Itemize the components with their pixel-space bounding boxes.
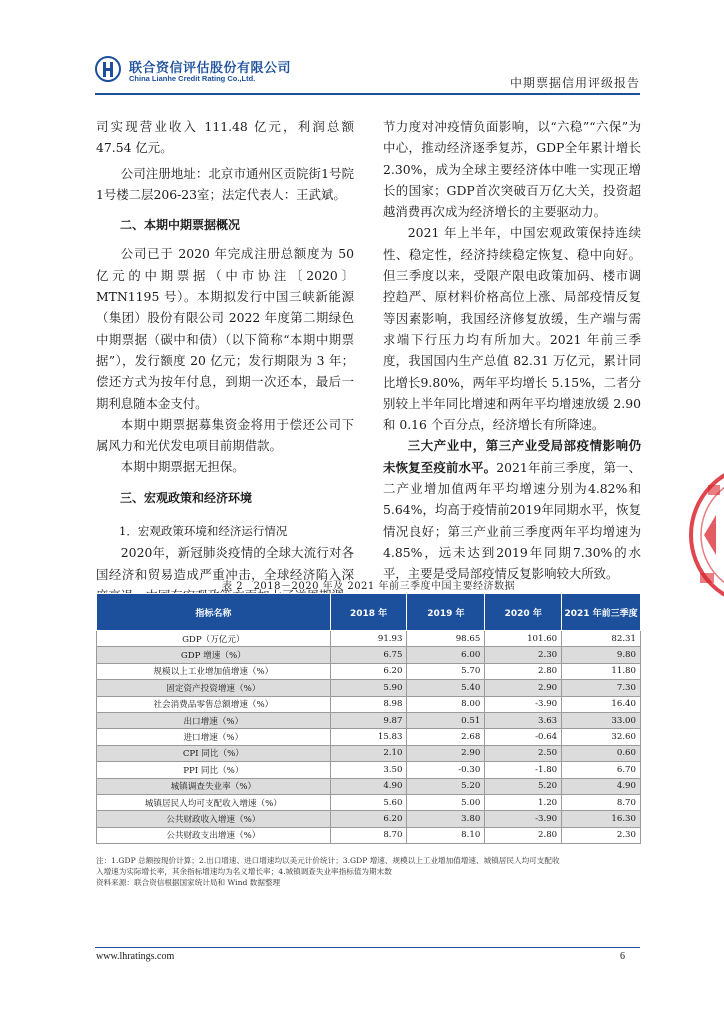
cell-value: 5.90 — [330, 680, 407, 696]
indicator-name: GDP（万亿元） — [97, 631, 331, 647]
table-row — [97, 647, 641, 663]
table-row — [97, 696, 641, 712]
indicator-name: 进口增速（%） — [97, 729, 331, 745]
cell-value: 2.30 — [562, 827, 641, 843]
indicator-name: 规模以上工业增加值增速（%） — [97, 663, 331, 679]
cell-value: 4.90 — [330, 778, 407, 794]
company-name-cn: 联合资信评估股份有限公司 — [129, 61, 292, 76]
indicator-name: 出口增速（%） — [97, 712, 331, 728]
cell-value: 2.68 — [407, 729, 485, 745]
report-title: 中期票据信用评级报告 — [509, 76, 640, 90]
table-note: 注：1.GDP 总额按现价计算；2.出口增速、进口增速均以美元计价统计；3.GDP 增速、规模以上工业增加值增速、城镇居民人均可支配收 — [96, 856, 560, 865]
cell-value: -3.90 — [485, 696, 562, 712]
indicator-name: CPI 同比（%） — [97, 745, 331, 761]
cell-value: 16.40 — [562, 696, 641, 712]
column-header: 2018 年 — [330, 594, 407, 631]
paragraph: 公司已于 2020 年完成注册总额度为 50 亿元的中期票据（中市协注〔2020〕MTN1195 号）。本期拟发行中国三峡新能源（集团）股份有限公司 2022 年度第二期绿色中期票据（碳中和债）（以下简称“本期中期票据”），发行额度 20 亿元；发行期限为 3 年；偿还方式为按年付息，到期一次还本，最后一期利息随本金支付。 — [96, 246, 354, 411]
left-column — [96, 116, 354, 606]
cell-value: 6.70 — [562, 762, 641, 778]
cell-value: -0.30 — [407, 762, 485, 778]
company-seal-icon — [686, 455, 724, 615]
paragraph — [383, 435, 641, 584]
cell-value: 91.93 — [330, 631, 407, 647]
right-column — [383, 116, 641, 585]
cell-value: 8.70 — [330, 827, 407, 843]
cell-value: 5.70 — [407, 663, 485, 679]
cell-value: 16.30 — [562, 811, 641, 827]
table-row — [97, 762, 641, 778]
table-row — [97, 729, 641, 745]
cell-value: 0.60 — [562, 745, 641, 761]
bold-lead-sentence: 三大产业中，第三产业受局部疫情影响仍未恢复至疫前水平。 — [383, 438, 641, 475]
page-header — [95, 52, 640, 94]
column-header: 2021 年前三季度 — [562, 594, 641, 631]
cell-value: 6.20 — [330, 811, 407, 827]
subsection-title: 1．宏观政策环境和经济运行情况 — [119, 524, 288, 539]
column-header: 指标名称 — [97, 594, 331, 631]
footer-divider — [95, 947, 640, 948]
company-name-en: China Lianhe Credit Rating Co.,Ltd. — [129, 74, 256, 83]
paragraph-text: 2021年前三季度，第一、二产业增加值两年平均增速分别为4.82%和5.64%，均高于疫情前2019年同期水平，恢复情况良好；第三产业前三季度两年平均增速为4.85%，远未达到2019年同期7.30%的水平，主要是受局部疫情反复影响较大所致。 — [383, 459, 641, 582]
cell-value: 5.00 — [407, 794, 485, 810]
cell-value: 8.98 — [330, 696, 407, 712]
table-row — [97, 794, 641, 810]
table-note: 入增速为实际增长率，其余指标增速均为名义增长率；4.城镇调查失业率指标值为期末数 — [96, 867, 392, 876]
cell-value: 2.50 — [485, 745, 562, 761]
cell-value: 7.30 — [562, 680, 641, 696]
indicator-name: 公共财政收入增速（%） — [97, 811, 331, 827]
cell-value: 6.75 — [330, 647, 407, 663]
paragraph: 本期中期票据募集资金将用于偿还公司下属风力和光伏发电项目前期借款。 — [96, 416, 354, 454]
section-title: 二、本期中期票据概况 — [120, 218, 241, 233]
table-header-row — [97, 594, 641, 631]
cell-value: 9.87 — [330, 712, 407, 728]
table-row — [97, 778, 641, 794]
table-row — [97, 631, 641, 647]
indicator-name: 固定资产投资增速（%） — [97, 680, 331, 696]
table-row — [97, 745, 641, 761]
cell-value: 8.70 — [562, 794, 641, 810]
indicator-name: GDP 增速（%） — [97, 647, 331, 663]
cell-value: 6.00 — [407, 647, 485, 663]
cell-value: 98.65 — [407, 631, 485, 647]
paragraph: 节力度对冲疫情负面影响，以“六稳”“六保”为中心，推动经济逐季复苏，GDP全年累计增长2.30%，成为全球主要经济体中唯一实现正增长的国家；GDP首次突破百万亿大关，投资超越消费再次成为经济增长的主要驱动力。 — [383, 119, 641, 220]
header-divider — [95, 93, 640, 95]
cell-value: 32.60 — [562, 729, 641, 745]
economic-data-table — [96, 593, 641, 844]
cell-value: 2.30 — [485, 647, 562, 663]
cell-value: 4.90 — [562, 778, 641, 794]
cell-value: 1.20 — [485, 794, 562, 810]
table-row — [97, 827, 641, 843]
column-header: 2019 年 — [407, 594, 485, 631]
company-logo-icon — [95, 56, 121, 82]
cell-value: 8.00 — [407, 696, 485, 712]
cell-value: 101.60 — [485, 631, 562, 647]
cell-value: 8.10 — [407, 827, 485, 843]
cell-value: 5.20 — [407, 778, 485, 794]
cell-value: -3.90 — [485, 811, 562, 827]
section-title: 三、宏观政策和经济环境 — [120, 490, 253, 505]
cell-value: 3.80 — [407, 811, 485, 827]
paragraph: 2021 年上半年，中国宏观政策保持连续性、稳定性，经济持续稳定恢复、稳中向好。但三季度以来，受限产限电政策加码、楼市调控趋严、原材料价格高位上涨、局部疫情反复等因素影响，我国经济修复放缓，生产端与需求端下行压力均有所加大。2021 年前三季度，我国国内生产总值 82.31 万亿元，累计同比增长9.80%，两年平均增长 5.15%，二者分别较上半年同比增速和两年平均增速放缓 2.90 和 0.16 个百分点，经济增长有所降速。 — [383, 225, 641, 433]
cell-value: 3.50 — [330, 762, 407, 778]
cell-value: 2.10 — [330, 745, 407, 761]
cell-value: 6.20 — [330, 663, 407, 679]
cell-value: 2.80 — [485, 663, 562, 679]
cell-value: 11.80 — [562, 663, 641, 679]
page-number: 6 — [620, 951, 625, 962]
indicator-name: 城镇居民人均可支配收入增速（%） — [97, 794, 331, 810]
paragraph: 公司注册地址：北京市通州区贡院街1号院1号楼二层206-23室；法定代表人：王武斌。 — [96, 165, 354, 202]
cell-value: 3.63 — [485, 712, 562, 728]
cell-value: 2.90 — [407, 745, 485, 761]
table-row — [97, 712, 641, 728]
table-caption: 表 2 2018－2020 年及 2021 年前三季度中国主要经济数据 — [222, 581, 515, 592]
cell-value: 82.31 — [562, 631, 641, 647]
cell-value: -1.80 — [485, 762, 562, 778]
cell-value: 0.51 — [407, 712, 485, 728]
cell-value: -0.64 — [485, 729, 562, 745]
cell-value: 15.83 — [330, 729, 407, 745]
column-header: 2020 年 — [485, 594, 562, 631]
table-row — [97, 663, 641, 679]
paragraph: 本期中期票据无担保。 — [120, 459, 245, 475]
paragraph: 2020年，新冠肺炎疫情的全球大流行对各国经济和贸易造成严重冲击，全球经济陷入深 — [96, 545, 354, 582]
table-row — [97, 811, 641, 827]
footer-website-link[interactable]: www.lhratings.com — [96, 951, 175, 962]
cell-value: 2.90 — [485, 680, 562, 696]
cell-value: 5.20 — [485, 778, 562, 794]
cell-value: 5.60 — [330, 794, 407, 810]
paragraph: 司实现营业收入 111.48 亿元，利润总额 47.54 亿元。 — [96, 119, 354, 156]
cell-value: 2.80 — [485, 827, 562, 843]
indicator-name: PPI 同比（%） — [97, 762, 331, 778]
cell-value: 9.80 — [562, 647, 641, 663]
table-row — [97, 680, 641, 696]
table-source: 资料来源：联合资信根据国家统计局和 Wind 数据整理 — [96, 878, 281, 887]
table-notes — [96, 855, 641, 888]
indicator-name: 城镇调查失业率（%） — [97, 778, 331, 794]
indicator-name: 公共财政支出增速（%） — [97, 827, 331, 843]
cell-value: 33.00 — [562, 712, 641, 728]
cell-value: 5.40 — [407, 680, 485, 696]
indicator-name: 社会消费品零售总额增速（%） — [97, 696, 331, 712]
